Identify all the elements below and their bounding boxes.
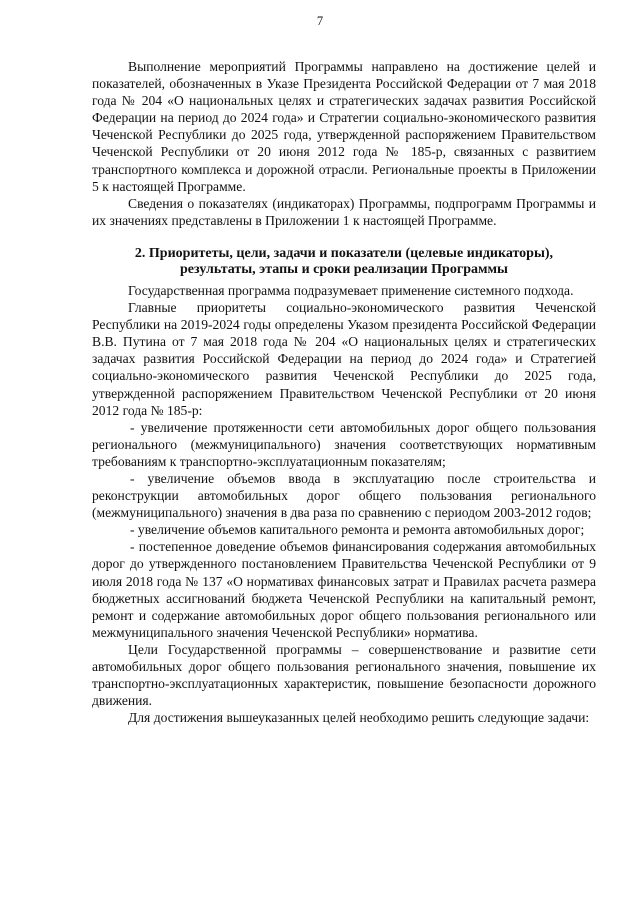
body-paragraph: Главные приоритеты социально-экономического развития Чеченской Республики на 2019-2024 годы определены Указом президента Российской Федерации В.В. Путина от 7 мая 2018 года № 204 «О национальных целях и стратегических задачах развития Российской Федерации на период до 2024 года» и Стратегией социально-экономического развития Чеченской Республики до 2025 года, утвержденной распоряжением Правительством Чеченской Республики от 20 июня 2012 года № 185-р: xyxy=(92,300,596,418)
intro-paragraph: Выполнение мероприятий Программы направлено на достижение целей и показателей, обозначенных в Указе Президента Российской Федерации от 7 мая 2018 года № 204 «О национальных целях и стратегических задачах развития Российской Федерации на период до 2024 года» и Стратегии социально-экономического развития Чеченской Республики до 2025 года, утвержденной распоряжением Правительством Чеченской Республики от 20 июня 2012 года № 185-р, связанных с развитием транспортного комплекса и дорожной отрасли. Региональные проекты в Приложении 5 к настоящей Программе. xyxy=(92,59,596,194)
section-heading xyxy=(92,246,596,278)
section-heading-line: 2. Приоритеты, цели, задачи и показатели (целевые индикаторы), xyxy=(134,245,554,261)
list-item: - увеличение объемов ввода в эксплуатацию после строительства и реконструкции автомобильных дорог общего пользования регионального (межмуниципального) значения в два раза по сравнению с периодом 2003-2012 годов; xyxy=(92,470,596,521)
section-heading-line: результаты, этапы и сроки реализации Программы xyxy=(179,261,508,277)
body-paragraph: Цели Государственной программы – совершенствование и развитие сети автомобильных дорог общего пользования регионального значения, повышение их транспортно-эксплуатационных характеристик, повышение безопасности дорожного движения. xyxy=(92,641,596,709)
intro-paragraph: Сведения о показателях (индикаторах) Программы, подпрограмм Программы и их значениях представлены в Приложении 1 к настоящей Программе. xyxy=(92,195,596,228)
list-item: - увеличение объемов капитального ремонта и ремонта автомобильных дорог; xyxy=(130,522,585,538)
body-paragraph: Для достижения вышеуказанных целей необходимо решить следующие задачи: xyxy=(128,710,590,726)
page-content xyxy=(92,58,596,726)
list-item: - постепенное доведение объемов финансирования содержания автомобильных дорог до утвержденного постановлением Правительства Чеченской Республики от 9 июля 2018 года № 137 «О нормативах финансовых затрат и Правилах расчета размера бюджетных ассигнований бюджета Чеченской Республики на капитальный ремонт, ремонт и содержание автомобильных дорог общего пользования регионального или межмуниципального значения Чеченской Республики» норматива. xyxy=(92,539,596,640)
list-item: - увеличение протяженности сети автомобильных дорог общего пользования регионального (межмуниципального) значения соответствующих нормативным требованиям к транспортно-эксплуатационным показателям; xyxy=(92,419,596,469)
body-paragraph: Государственная программа подразумевает применение системного подхода. xyxy=(128,282,574,298)
page-number: 7 xyxy=(316,14,324,28)
